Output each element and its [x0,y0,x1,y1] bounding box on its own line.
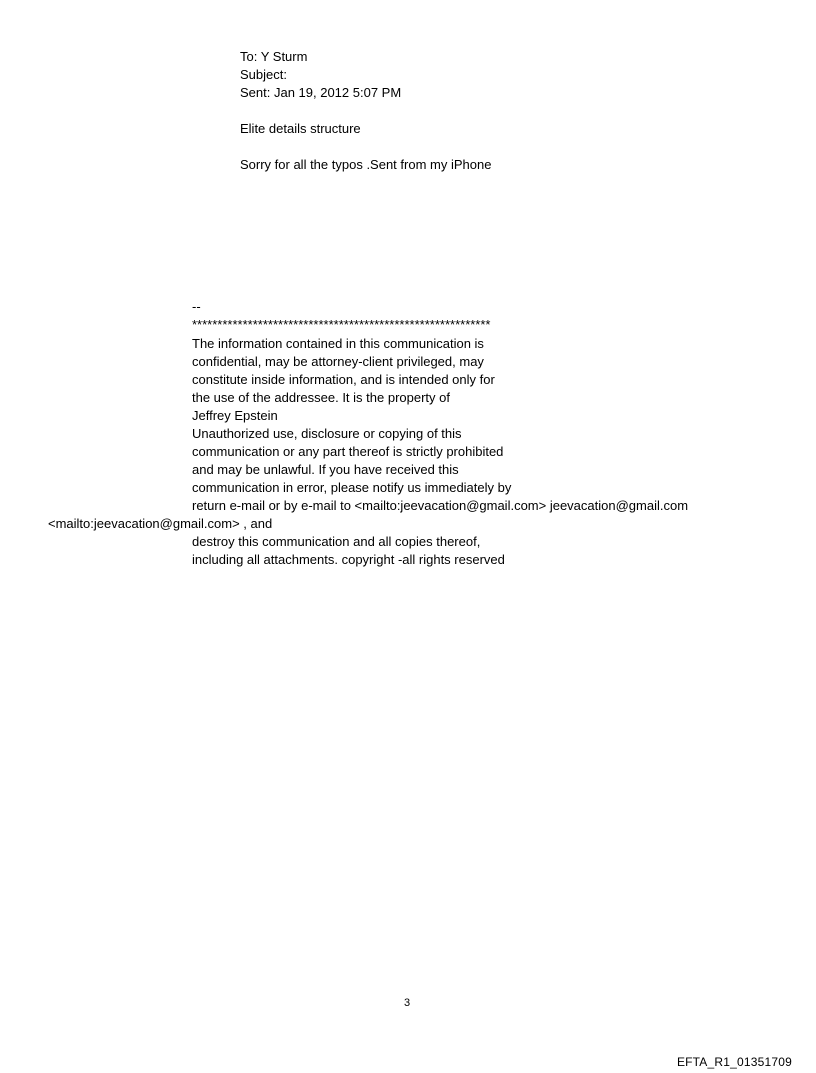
to-line: To: Y Sturm [240,49,308,64]
document-id: EFTA_R1_01351709 [676,1055,792,1069]
disclaimer-line: communication or any part thereof is strictly prohibited [192,444,504,459]
message-body: Elite details structure [240,121,361,136]
disclaimer-line: The information contained in this communication is [192,336,484,351]
disclaimer-line: Jeffrey Epstein [192,408,278,423]
disclaimer-line: and may be unlawful. If you have received this [192,462,459,477]
disclaimer-line: constitute inside information, and is intended only for [192,372,495,387]
disclaimer-line: Unauthorized use, disclosure or copying of this [192,426,462,441]
separator: -- [192,299,201,314]
sent-line: Sent: Jan 19, 2012 5:07 PM [240,85,402,100]
disclaimer-line: destroy this communication and all copies thereof, [192,534,481,549]
disclaimer-line: including all attachments. copyright -all rights reserved [192,552,505,567]
disclaimer-line: return e-mail or by e-mail to <mailto:jeevacation@gmail.com> jeevacation@gmail.com [192,498,689,513]
message-signature: Sorry for all the typos .Sent from my iPhone [240,157,492,172]
disclaimer-line: <mailto:jeevacation@gmail.com> , and [48,516,273,531]
page-number: 3 [404,997,411,1009]
disclaimer-line: confidential, may be attorney-client privileged, may [192,354,484,369]
asterisk-rule: *********************************************************** [192,317,491,332]
disclaimer-line: the use of the addressee. It is the property of [192,390,450,405]
disclaimer-line: communication in error, please notify us immediately by [192,480,512,495]
subject-line: Subject: [240,67,287,82]
